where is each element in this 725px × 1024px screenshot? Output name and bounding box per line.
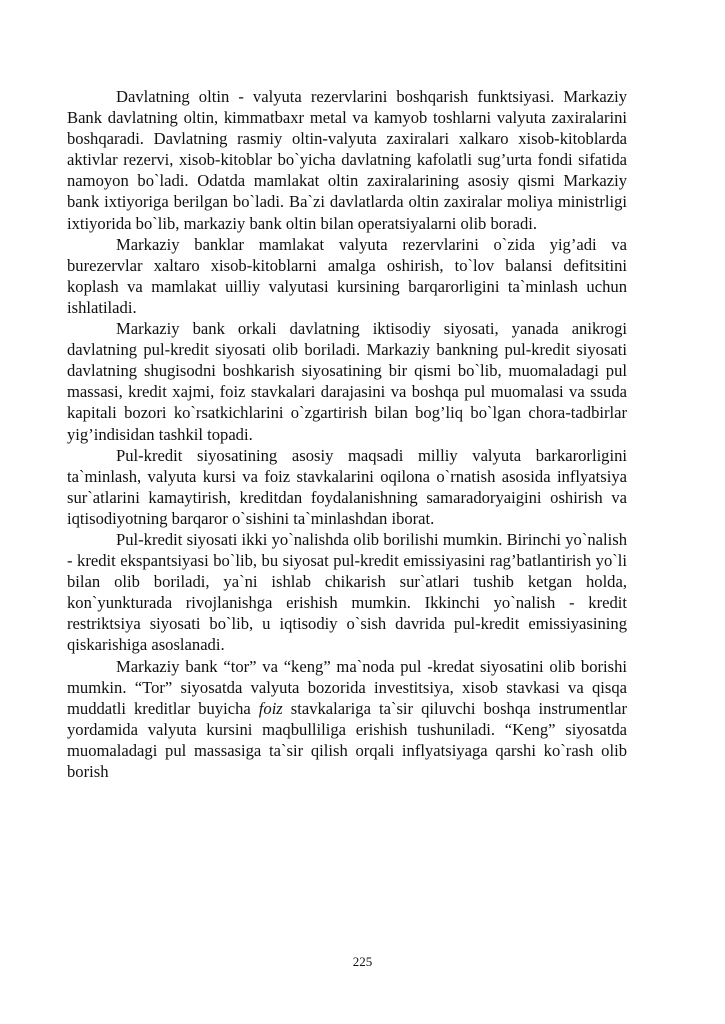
paragraph-text-part2: stavkalariga ta`sir qiluvchi boshqa instrumentlar yordamida valyuta kursini maqbulliligа erishish tushuniladi. “Keng” siyosatda muomaladagi pul massasiga ta`sir qilish orqali inflyatsiyaga qarshi ko`rash olib borish — [67, 698, 627, 781]
italic-word: foiz — [258, 698, 283, 718]
paragraph-narrow-broad-policy — [67, 656, 627, 783]
document-body — [67, 86, 627, 782]
paragraph-gold-reserves: Davlatning oltin - valyuta rezervlarini boshqarish funktsiyasi. Markaziy Bank davlatning oltin, kimmatbaxr metal va kamyob toshlarni valyuta zaxiralarini boshqaradi. Davlatning rasmiy oltin-valyuta zaxiralari xalkaro xisob-kitoblarda aktivlar rezervi, xisob-kitoblar bo`yicha davlatning kafolatli sug’urta fondi sifatida namoyon bo`ladi. Odatda mamlakat oltin zaxiralarining asosiy qismi Markaziy bank ixtiyoriga berilgan bo`ladi. Ba`zi davlatlarda oltin zaxiralar moliya ministrligi ixtiyorida bo`lib, markaziy bank oltin bilan operatsiyalarni olib boradi. — [67, 87, 627, 233]
paragraph-policy-goal: Pul-kredit siyosatining asosiy maqsadi milliy valyuta barkarorligini ta`minlash, valyuta kursi va foiz stavkalarini oqilona o`rnatish asosida inflyatsiya sur`atlarini kamaytirish, kreditdan foydalanishning samaradoryaigini oshirish va iqtisodiyotning barqaror o`sishini ta`minlashdan iborat. — [67, 445, 627, 528]
paragraph-currency-reserves: Markaziy banklar mamlakat valyuta rezervlarini o`zida yig’adi va burezervlar xaltaro xisob-kitoblarni amalga oshirish, to`lov balansi defitsitini koplash va mamlakat uilliy valyutasi kursining barqarorligini ta`minlash uchun ishlatiladi. — [67, 234, 627, 317]
paragraph-policy-directions: Pul-kredit siyosati ikki yo`nalishda olib borilishi mumkin. Birinchi yo`nalish - kredit ekspantsiyasi bo`lib, bu siyosat pul-kredit emissiyasini rag’batlantirish yo`li bilan olib boriladi, ya`ni ishlab chikarish sur`atlari tushib ketgan holda, kon`yunkturada rivojlanishga erishish mumkin. Ikkinchi yo`nalish - kredit restriktsiya siyosati bo`lib, u iqtisodiy o`sish davrida pul-kredit emissiyasining qiskarishiga asoslanadi. — [67, 529, 627, 655]
paragraph-text-part1: Markaziy bank “tor” va “keng” ma`noda pul -kredat siyosatini olib borishi mumkin. “Tor” siyosatda valyuta bozorida investitsiya, xisob stavkasi va qisqa muddatli kreditlar buyicha — [67, 656, 627, 718]
paragraph-monetary-policy: Markaziy bank orkali davlatning iktisodiy siyosati, yanada anikrogi davlatning pul-kredit siyosati olib boriladi. Markaziy bankning pul-kredit siyosati davlatning shugisodni boshkarish siyosatining bir qismi bo`lib, muomaladagi pul massasi, kredit xajmi, foiz stavkalari darajasini va boshqa pul muomalasi va ssuda kapitali bozori ko`rsatkichlarini o`zgartirish bilan bog’liq bo`lgan chora-tadbirlar yig’indisidan tashkil topadi. — [67, 319, 627, 444]
page-number: 225 — [352, 954, 373, 969]
